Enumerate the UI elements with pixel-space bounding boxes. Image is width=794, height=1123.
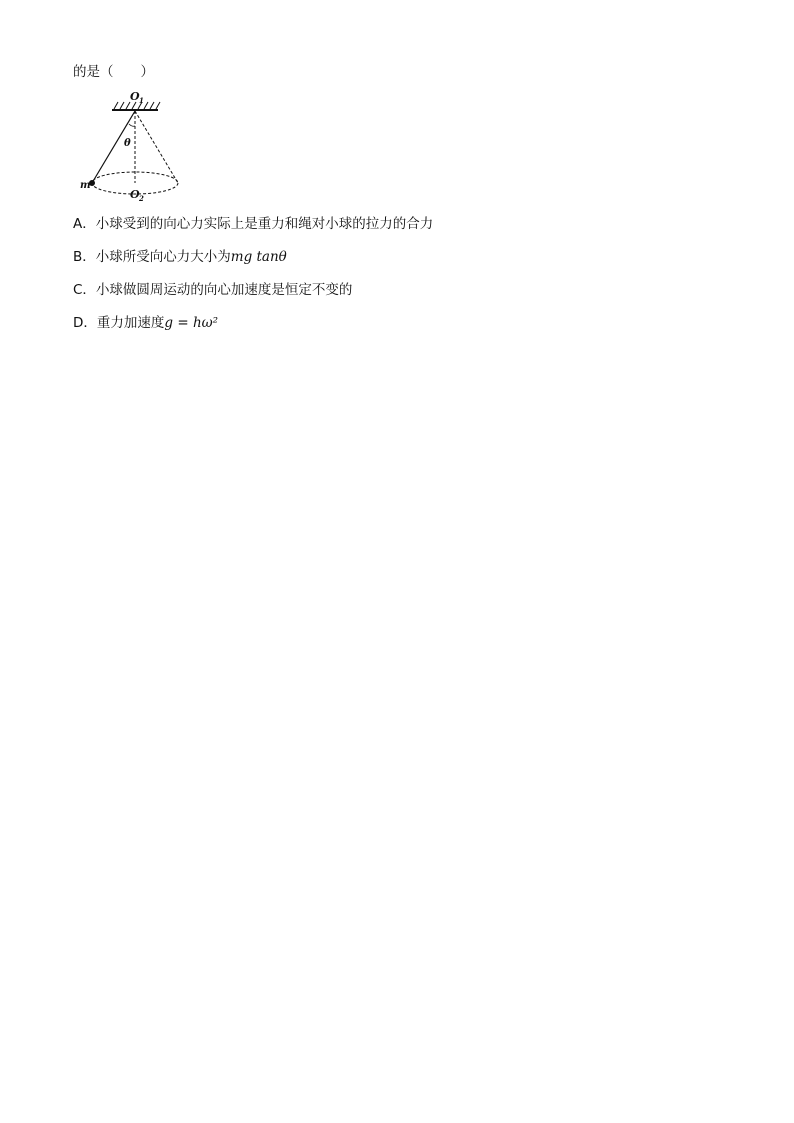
conical-pendulum-figure [80, 88, 210, 207]
label-o2-sub: 2 [139, 194, 144, 203]
formula-b: mg tanθ [230, 249, 287, 265]
label-theta: θ [124, 138, 131, 149]
label-o1: O [130, 90, 140, 103]
label-m: m [80, 180, 91, 191]
option-d: D．重力加速度g = hω² [73, 315, 219, 331]
option-c: C．小球做圆周运动的向心加速度是恒定不变的 [73, 282, 353, 298]
label-o1-sub: 1 [139, 96, 144, 105]
question-intro: 的是（ ） [73, 64, 154, 80]
formula-d: g = hω² [164, 315, 219, 331]
label-o2: O [130, 188, 140, 201]
option-a: A．小球受到的向心力实际上是重力和绳对小球的拉力的合力 [73, 216, 434, 232]
option-b: B．小球所受向心力大小为mg tanθ [73, 249, 287, 265]
